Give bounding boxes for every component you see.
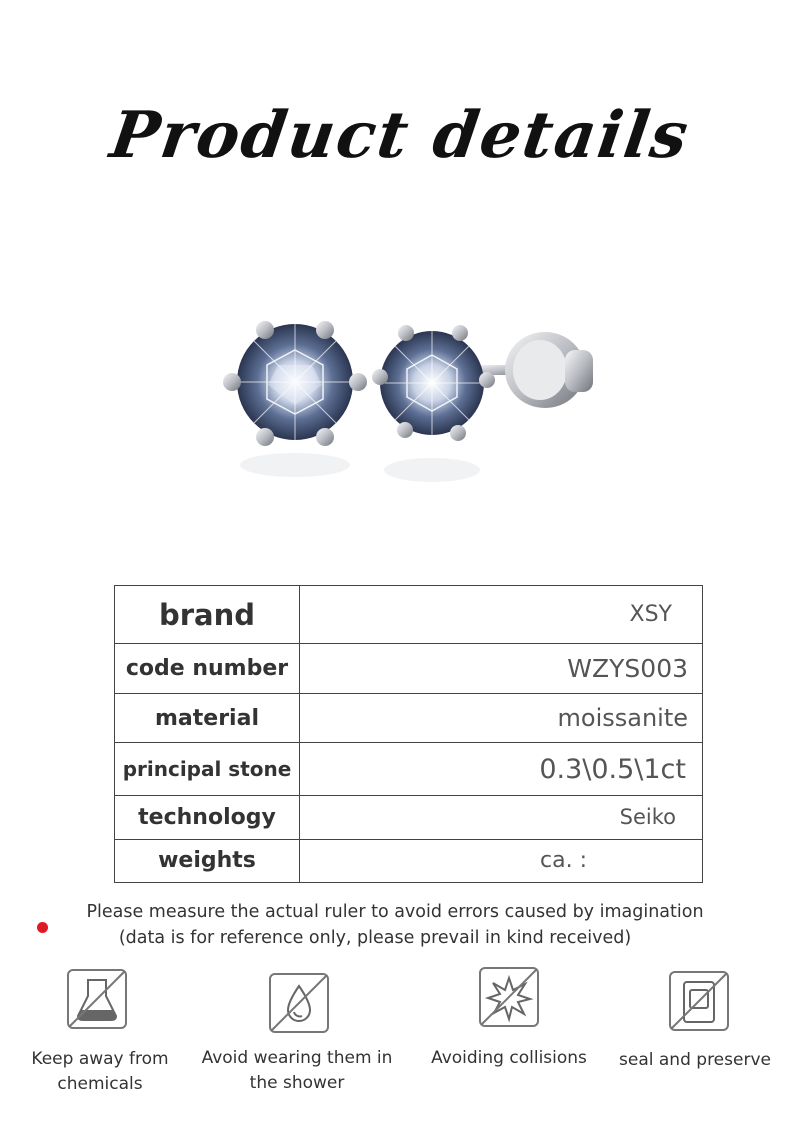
earrings-image (210, 305, 610, 510)
care-label: Keep away from chemicals (31, 1049, 169, 1094)
care-label: Avoid wearing them in the shower (201, 1048, 393, 1093)
spec-value: ca. : (300, 839, 703, 882)
measurement-note: Please measure the actual ruler to avoid errors caused by imagination (86, 902, 704, 922)
sealed-bag-icon (668, 970, 730, 1032)
spec-label: brand (115, 586, 300, 644)
spec-value: XSY (300, 586, 703, 644)
spec-label: technology (115, 796, 300, 839)
table-row (115, 586, 703, 644)
table-row (115, 644, 703, 694)
spec-label: principal stone (115, 742, 300, 795)
care-label: seal and preserve (619, 1050, 771, 1070)
chemical-flask-icon (66, 968, 128, 1030)
table-row (115, 839, 703, 882)
right-stud (372, 325, 593, 441)
water-drop-icon (268, 972, 330, 1034)
spec-value: 0.3\0.5\1ct (300, 742, 703, 795)
reference-note: (data is for reference only, please prevail in kind received) (118, 928, 632, 948)
table-row (115, 796, 703, 839)
table-row (115, 694, 703, 742)
care-label: Avoiding collisions (431, 1048, 587, 1068)
specs-table (114, 585, 703, 883)
page-title: Product details (105, 98, 695, 173)
spec-value: moissanite (300, 694, 703, 742)
spec-value: WZYS003 (300, 644, 703, 694)
spec-label: material (115, 694, 300, 742)
left-stud (223, 321, 367, 446)
spec-label: weights (115, 839, 300, 882)
spec-value: Seiko (300, 796, 703, 839)
spec-label: code number (115, 644, 300, 694)
collision-icon (478, 966, 540, 1028)
table-row (115, 742, 703, 795)
